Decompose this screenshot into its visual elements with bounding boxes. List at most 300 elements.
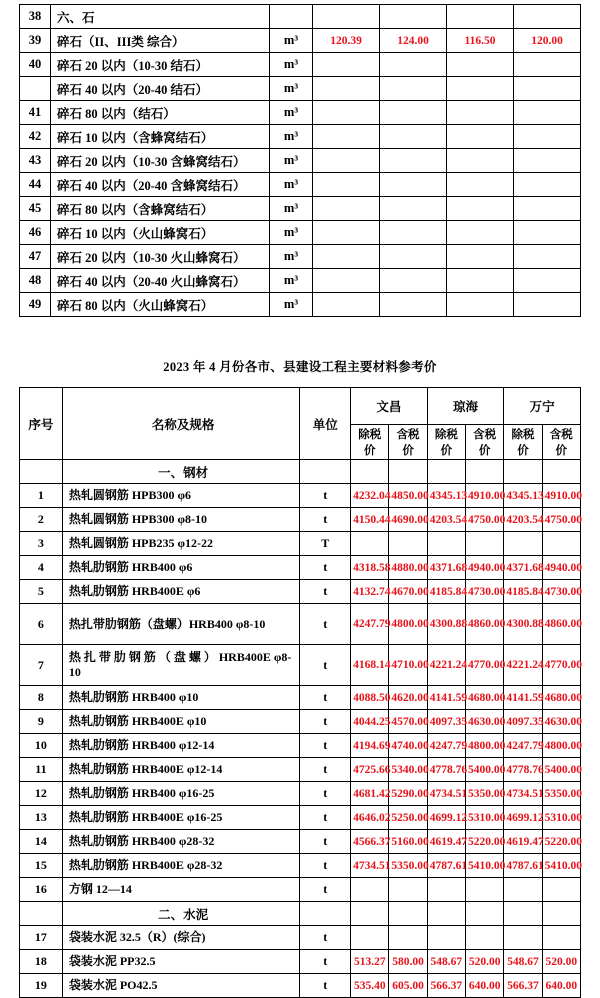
row-unit: t	[300, 645, 351, 686]
row-price: 4800.00	[542, 734, 580, 758]
table-row	[20, 830, 581, 854]
row-price: 5350.00	[466, 782, 504, 806]
row-value	[514, 53, 581, 77]
row-price: 5410.00	[466, 854, 504, 878]
row-number: 49	[20, 293, 51, 317]
row-price	[389, 460, 427, 484]
row-unit: t	[300, 806, 351, 830]
row-value	[447, 173, 514, 197]
row-price	[542, 878, 580, 902]
row-unit: t	[300, 604, 351, 645]
row-price	[466, 926, 504, 950]
row-value	[514, 197, 581, 221]
row-value	[447, 269, 514, 293]
row-number: 46	[20, 221, 51, 245]
row-value: 120.00	[514, 29, 581, 53]
row-item-name: 热轧肋钢筋 HRB400 φ6	[62, 556, 300, 580]
table-row	[20, 686, 581, 710]
row-value	[380, 125, 447, 149]
row-price: 4910.00	[542, 484, 580, 508]
row-unit: m³	[270, 101, 313, 125]
row-price: 4750.00	[466, 508, 504, 532]
header-unit: 单位	[300, 388, 351, 460]
row-price: 4203.54	[427, 508, 465, 532]
row-price: 4221.24	[427, 645, 465, 686]
table-row	[20, 806, 581, 830]
row-unit: t	[300, 950, 351, 974]
row-number: 15	[20, 854, 63, 878]
row-price: 4680.00	[542, 686, 580, 710]
row-price: 4097.35	[427, 710, 465, 734]
row-value	[313, 125, 380, 149]
row-unit: m³	[270, 197, 313, 221]
row-price	[427, 902, 465, 926]
row-price	[466, 902, 504, 926]
row-price: 4619.47	[427, 830, 465, 854]
row-item-name: 碎石 10 以内（火山蜂窝石）	[51, 221, 270, 245]
row-number: 14	[20, 830, 63, 854]
row-item-name: 热轧圆钢筋 HPB300 φ8-10	[62, 508, 300, 532]
row-item-name: 热轧肋钢筋 HRB400 φ10	[62, 686, 300, 710]
row-item-name: 碎石 40 以内（20-40 含蜂窝结石）	[51, 173, 270, 197]
table-row	[20, 53, 581, 77]
row-value	[514, 269, 581, 293]
row-price: 5250.00	[389, 806, 427, 830]
table-row	[20, 245, 581, 269]
row-price: 5160.00	[389, 830, 427, 854]
row-price: 4194.69	[351, 734, 389, 758]
row-unit: t	[300, 580, 351, 604]
row-price	[427, 878, 465, 902]
row-price: 4185.84	[427, 580, 465, 604]
row-price: 4203.54	[504, 508, 542, 532]
row-number: 6	[20, 604, 63, 645]
row-unit: t	[300, 710, 351, 734]
row-number: 47	[20, 245, 51, 269]
row-value	[514, 77, 581, 101]
row-price: 640.00	[466, 974, 504, 998]
table-row	[20, 556, 581, 580]
table-row	[20, 782, 581, 806]
row-value	[313, 221, 380, 245]
subheader-incl-1: 含税价	[466, 425, 504, 460]
row-price: 580.00	[389, 950, 427, 974]
row-number: 12	[20, 782, 63, 806]
row-number: 5	[20, 580, 63, 604]
table-row	[20, 197, 581, 221]
row-value	[514, 173, 581, 197]
row-item-name: 热扎带肋钢筋（盘螺）HRB400 φ8-10	[62, 604, 300, 645]
row-unit: m³	[270, 125, 313, 149]
row-price: 4680.00	[466, 686, 504, 710]
row-price: 4860.00	[466, 604, 504, 645]
row-price	[504, 926, 542, 950]
row-price: 4699.12	[427, 806, 465, 830]
row-item-name: 袋装水泥 PO42.5	[62, 974, 300, 998]
row-item-name: 碎石 80 以内（火山蜂窝石）	[51, 293, 270, 317]
header-seq: 序号	[20, 388, 63, 460]
row-price	[351, 460, 389, 484]
row-value	[447, 149, 514, 173]
row-unit: t	[300, 686, 351, 710]
row-unit: m³	[270, 245, 313, 269]
row-price: 4619.47	[504, 830, 542, 854]
row-unit: m³	[270, 149, 313, 173]
row-number	[20, 902, 63, 926]
table-row	[20, 221, 581, 245]
row-price	[466, 532, 504, 556]
row-value	[380, 53, 447, 77]
row-price: 4318.58	[351, 556, 389, 580]
row-price: 4770.00	[466, 645, 504, 686]
row-value	[313, 245, 380, 269]
row-price: 4730.00	[542, 580, 580, 604]
table-row	[20, 710, 581, 734]
row-number: 44	[20, 173, 51, 197]
row-number: 13	[20, 806, 63, 830]
row-number: 17	[20, 926, 63, 950]
row-value	[313, 293, 380, 317]
row-item-name: 热 扎 带 肋 钢 筋 （ 盘 螺 ） HRB400E φ8-10	[62, 645, 300, 686]
row-price: 4730.00	[466, 580, 504, 604]
row-unit: t	[300, 926, 351, 950]
row-number: 11	[20, 758, 63, 782]
row-price: 4646.02	[351, 806, 389, 830]
row-price: 605.00	[389, 974, 427, 998]
row-price	[466, 878, 504, 902]
table-row	[20, 173, 581, 197]
row-value	[447, 221, 514, 245]
row-unit: m³	[270, 293, 313, 317]
row-price	[351, 878, 389, 902]
row-price: 4232.04	[351, 484, 389, 508]
row-price	[542, 532, 580, 556]
row-price: 4371.68	[504, 556, 542, 580]
row-price: 4141.59	[504, 686, 542, 710]
row-number	[20, 460, 63, 484]
row-price: 4132.74	[351, 580, 389, 604]
table-row	[20, 926, 581, 950]
row-value	[447, 125, 514, 149]
row-number: 16	[20, 878, 63, 902]
row-price: 4699.12	[504, 806, 542, 830]
row-price: 4247.79	[427, 734, 465, 758]
row-price	[504, 902, 542, 926]
row-unit: m³	[270, 269, 313, 293]
header-city-0: 文昌	[351, 388, 428, 425]
row-number: 40	[20, 53, 51, 77]
row-item-name: 碎石（II、III类 综合）	[51, 29, 270, 53]
row-item-name: 碎石 20 以内（10-30 结石）	[51, 53, 270, 77]
row-number: 42	[20, 125, 51, 149]
row-value	[380, 101, 447, 125]
row-item-name: 碎石 40 以内（20-40 结石）	[51, 77, 270, 101]
row-value	[514, 101, 581, 125]
row-price	[542, 926, 580, 950]
row-price: 4860.00	[542, 604, 580, 645]
row-value	[514, 293, 581, 317]
row-price	[389, 532, 427, 556]
row-unit: t	[300, 782, 351, 806]
row-price: 4940.00	[542, 556, 580, 580]
subheader-excl-0: 除税价	[351, 425, 389, 460]
table-row	[20, 101, 581, 125]
row-value: 116.50	[447, 29, 514, 53]
table-row	[20, 580, 581, 604]
row-price	[427, 460, 465, 484]
row-item-name: 热轧肋钢筋 HRB400 φ28-32	[62, 830, 300, 854]
row-price	[504, 878, 542, 902]
row-number: 38	[20, 5, 51, 29]
row-value	[447, 245, 514, 269]
row-price	[351, 532, 389, 556]
row-item-name: 热轧圆钢筋 HPB235 φ12-22	[62, 532, 300, 556]
row-price	[389, 926, 427, 950]
row-price: 5220.00	[542, 830, 580, 854]
row-price: 4247.79	[351, 604, 389, 645]
row-item-name: 热轧肋钢筋 HRB400 φ12-14	[62, 734, 300, 758]
row-price: 5410.00	[542, 854, 580, 878]
row-price: 4345.13	[504, 484, 542, 508]
row-price: 4630.00	[542, 710, 580, 734]
row-number	[20, 77, 51, 101]
row-price: 4734.51	[351, 854, 389, 878]
row-price: 4345.13	[427, 484, 465, 508]
header-city-2: 万宁	[504, 388, 581, 425]
row-price: 4371.68	[427, 556, 465, 580]
row-price: 4630.00	[466, 710, 504, 734]
row-item-name: 碎石 10 以内（含蜂窝结石）	[51, 125, 270, 149]
row-price: 5350.00	[389, 854, 427, 878]
row-price: 4566.37	[351, 830, 389, 854]
row-value	[313, 149, 380, 173]
row-number: 9	[20, 710, 63, 734]
category-row	[20, 902, 581, 926]
section-title: 2023 年 4 月份各市、县建设工程主要材料参考价	[163, 360, 437, 374]
row-price	[427, 926, 465, 950]
category-row	[20, 460, 581, 484]
row-price: 4088.50	[351, 686, 389, 710]
row-unit	[300, 460, 351, 484]
table-row	[20, 508, 581, 532]
row-value	[380, 293, 447, 317]
row-number: 2	[20, 508, 63, 532]
row-number: 3	[20, 532, 63, 556]
row-price: 520.00	[542, 950, 580, 974]
row-number: 10	[20, 734, 63, 758]
row-price: 5350.00	[542, 782, 580, 806]
row-unit: m³	[270, 53, 313, 77]
row-price: 4734.51	[427, 782, 465, 806]
row-item-name: 碎石 20 以内（10-30 含蜂窝结石）	[51, 149, 270, 173]
row-price: 4185.84	[504, 580, 542, 604]
subheader-excl-1: 除税价	[427, 425, 465, 460]
row-item-name: 碎石 80 以内（含蜂窝结石）	[51, 197, 270, 221]
row-number: 4	[20, 556, 63, 580]
row-unit: t	[300, 974, 351, 998]
category-label: 二、水泥	[62, 902, 300, 926]
row-value	[447, 77, 514, 101]
table-row	[20, 77, 581, 101]
row-price: 4850.00	[389, 484, 427, 508]
row-number: 18	[20, 950, 63, 974]
row-number: 41	[20, 101, 51, 125]
row-price: 4690.00	[389, 508, 427, 532]
table-header-row	[20, 388, 581, 425]
row-price: 4300.88	[427, 604, 465, 645]
row-item-name: 热轧肋钢筋 HRB400 φ16-25	[62, 782, 300, 806]
table-row	[20, 484, 581, 508]
row-item-name: 碎石 40 以内（20-40 火山蜂窝石）	[51, 269, 270, 293]
row-value	[380, 197, 447, 221]
row-number: 7	[20, 645, 63, 686]
row-price: 513.27	[351, 950, 389, 974]
row-value	[313, 269, 380, 293]
row-price: 4044.25	[351, 710, 389, 734]
table-row	[20, 854, 581, 878]
row-price: 4787.61	[427, 854, 465, 878]
row-value: 124.00	[380, 29, 447, 53]
row-price	[427, 532, 465, 556]
row-price	[466, 460, 504, 484]
header-name: 名称及规格	[62, 388, 300, 460]
row-value	[313, 101, 380, 125]
table-row	[20, 125, 581, 149]
row-price: 4097.35	[504, 710, 542, 734]
row-value	[514, 149, 581, 173]
row-number: 45	[20, 197, 51, 221]
row-price: 4740.00	[389, 734, 427, 758]
row-value	[447, 53, 514, 77]
row-price: 4141.59	[427, 686, 465, 710]
row-price: 4800.00	[466, 734, 504, 758]
row-value	[313, 5, 380, 29]
row-value	[313, 197, 380, 221]
row-price: 4247.79	[504, 734, 542, 758]
row-unit: T	[300, 532, 351, 556]
table-row	[20, 269, 581, 293]
row-value	[514, 5, 581, 29]
row-item-name: 碎石 20 以内（10-30 火山蜂窝石）	[51, 245, 270, 269]
row-item-name: 六、石	[51, 5, 270, 29]
row-price	[389, 878, 427, 902]
row-unit: t	[300, 484, 351, 508]
row-value	[447, 5, 514, 29]
row-price: 4778.76	[427, 758, 465, 782]
category-label: 一、钢材	[62, 460, 300, 484]
row-price: 4168.14	[351, 645, 389, 686]
row-item-name: 热轧肋钢筋 HRB400E φ12-14	[62, 758, 300, 782]
table-row	[20, 734, 581, 758]
subheader-excl-2: 除税价	[504, 425, 542, 460]
header-city-1: 琼海	[427, 388, 504, 425]
table-row	[20, 950, 581, 974]
row-price	[389, 902, 427, 926]
table-row	[20, 5, 581, 29]
row-value	[514, 245, 581, 269]
row-price: 4221.24	[504, 645, 542, 686]
row-unit: t	[300, 878, 351, 902]
row-item-name: 热轧肋钢筋 HRB400E φ6	[62, 580, 300, 604]
row-value	[380, 269, 447, 293]
row-unit: m³	[270, 173, 313, 197]
row-unit: t	[300, 830, 351, 854]
subheader-incl-0: 含税价	[389, 425, 427, 460]
row-price: 5290.00	[389, 782, 427, 806]
row-price: 5340.00	[389, 758, 427, 782]
row-price	[542, 460, 580, 484]
row-number: 43	[20, 149, 51, 173]
material-price-table	[19, 387, 581, 998]
row-unit: t	[300, 508, 351, 532]
row-price: 548.67	[427, 950, 465, 974]
row-price: 640.00	[542, 974, 580, 998]
subheader-incl-2: 含税价	[542, 425, 580, 460]
table-row	[20, 645, 581, 686]
table-row	[20, 532, 581, 556]
table-row	[20, 974, 581, 998]
row-value	[447, 101, 514, 125]
row-price	[504, 532, 542, 556]
stone-price-table	[19, 4, 581, 317]
row-price: 566.37	[504, 974, 542, 998]
row-price: 4750.00	[542, 508, 580, 532]
row-price	[351, 902, 389, 926]
row-price: 5310.00	[466, 806, 504, 830]
row-price: 4300.88	[504, 604, 542, 645]
row-price: 5220.00	[466, 830, 504, 854]
row-value: 120.39	[313, 29, 380, 53]
row-value	[447, 293, 514, 317]
row-unit: t	[300, 854, 351, 878]
row-unit	[300, 902, 351, 926]
row-unit: m³	[270, 221, 313, 245]
row-unit: m³	[270, 29, 313, 53]
row-item-name: 碎石 80 以内（结石）	[51, 101, 270, 125]
row-value	[313, 53, 380, 77]
row-value	[514, 221, 581, 245]
row-price: 4778.76	[504, 758, 542, 782]
row-number: 39	[20, 29, 51, 53]
row-price: 4620.00	[389, 686, 427, 710]
row-price: 535.40	[351, 974, 389, 998]
row-unit: t	[300, 734, 351, 758]
row-value	[514, 125, 581, 149]
row-price: 4570.00	[389, 710, 427, 734]
row-price: 4940.00	[466, 556, 504, 580]
row-value	[380, 245, 447, 269]
table-row	[20, 293, 581, 317]
row-item-name: 袋装水泥 32.5（R）(综合)	[62, 926, 300, 950]
row-price: 4681.42	[351, 782, 389, 806]
row-value	[447, 197, 514, 221]
row-price: 5400.00	[466, 758, 504, 782]
row-price: 5400.00	[542, 758, 580, 782]
row-price: 4150.44	[351, 508, 389, 532]
row-price: 4910.00	[466, 484, 504, 508]
table-row	[20, 149, 581, 173]
row-item-name: 袋装水泥 PP32.5	[62, 950, 300, 974]
row-price: 4710.00	[389, 645, 427, 686]
row-price: 4800.00	[389, 604, 427, 645]
row-price: 4670.00	[389, 580, 427, 604]
table-row	[20, 29, 581, 53]
row-price	[504, 460, 542, 484]
table-row	[20, 604, 581, 645]
row-price: 4787.61	[504, 854, 542, 878]
row-price: 548.67	[504, 950, 542, 974]
row-price: 520.00	[466, 950, 504, 974]
